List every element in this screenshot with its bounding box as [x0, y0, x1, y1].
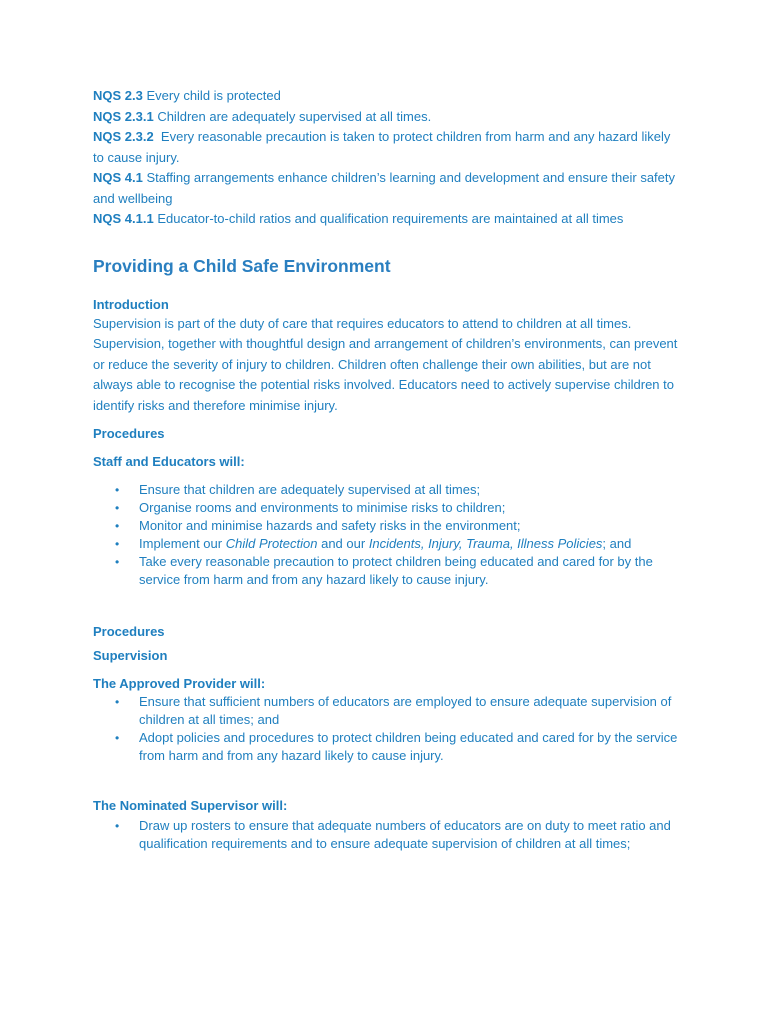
nominated-supervisor-list	[93, 817, 683, 853]
nqs-text: Educator-to-child ratios and qualification requirements are maintained at all times	[153, 211, 624, 226]
nqs-item	[93, 209, 683, 230]
nqs-item	[93, 127, 683, 168]
list-item-text: Monitor and minimise hazards and safety risks in the environment;	[139, 518, 521, 533]
bullet-icon: •	[115, 501, 120, 515]
nqs-text: Children are adequately supervised at all times.	[153, 108, 432, 124]
intro-body: Supervision is part of the duty of care that requires educators to attend to children at all times. Supervision, together with thoughtful design and arrangement of children’s environments, can prevent or reduce the severity of injury to children. Children often challenge their own abilities, but are not always able to recognise the potential risks involved. Educators need to actively supervise children to identify risks and therefore minimise injury.	[93, 315, 678, 413]
nqs-text: Staffing arrangements enhance children’s learning and development and ensure their safety and wellbeing	[93, 170, 676, 206]
nominated-supervisor-heading: The Nominated Supervisor will:	[93, 798, 288, 813]
nqs-code: NQS 2.3	[93, 88, 143, 103]
bullet-icon: •	[115, 519, 120, 533]
page-title: Providing a Child Safe Environment	[93, 255, 391, 276]
bullet-icon: •	[115, 483, 120, 497]
document-page	[93, 86, 683, 853]
list-item	[93, 693, 683, 729]
nqs-item	[93, 86, 683, 107]
procedures-section-staff	[93, 425, 683, 589]
nqs-list	[93, 86, 683, 230]
list-item	[93, 481, 683, 499]
nqs-code: NQS 4.1.1	[93, 211, 154, 226]
list-item-text: Ensure that children are adequately supervised at all times;	[139, 482, 481, 497]
list-item-text: Take every reasonable precaution to protect children being educated and cared for by the service from harm and from any hazard likely to cause injury.	[139, 554, 653, 587]
intro-section	[93, 296, 683, 417]
procedures-heading: Procedures	[93, 426, 165, 441]
nqs-text: Every reasonable precaution is taken to protect children from harm and any hazard likely to cause injury.	[93, 129, 674, 165]
bullet-icon: •	[115, 537, 120, 551]
list-item	[93, 553, 683, 589]
list-item	[93, 517, 683, 535]
supervision-heading: Supervision	[93, 648, 168, 663]
list-item-text: Organise rooms and environments to minimise risks to children;	[139, 500, 506, 515]
list-item-text: Adopt policies and procedures to protect children being educated and cared for by the service from harm and from any hazard likely to cause injury.	[139, 730, 678, 763]
procedures-heading: Procedures	[93, 624, 165, 639]
nqs-item	[93, 168, 683, 209]
list-item	[93, 499, 683, 517]
child-protection-policy-name: Child Protection	[225, 536, 318, 551]
list-item-text: Draw up rosters to ensure that adequate numbers of educators are on duty to meet ratio and qualification requirements and to ensure adequate supervision of children at all times;	[139, 818, 671, 851]
bullet-icon: •	[115, 731, 120, 745]
bullet-icon: •	[115, 555, 120, 569]
procedures-section-supervision	[93, 623, 683, 853]
list-item	[93, 817, 683, 853]
approved-provider-heading: The Approved Provider will:	[93, 676, 266, 691]
staff-heading: Staff and Educators will:	[93, 454, 245, 469]
list-item-text: Ensure that sufficient numbers of educators are employed to ensure adequate supervision of children at all times; and	[139, 694, 672, 727]
list-item	[93, 729, 683, 765]
bullet-icon: •	[115, 819, 120, 833]
implement-post: ; and	[602, 536, 632, 551]
incidents-policy-name: Incidents, Injury, Trauma, Illness Policies	[368, 536, 603, 551]
implement-mid: and our	[317, 536, 369, 551]
list-item	[93, 535, 683, 553]
nqs-item	[93, 107, 683, 128]
nqs-code: NQS 2.3.1	[93, 108, 154, 124]
bullet-icon: •	[115, 695, 120, 709]
nqs-code: NQS 4.1	[93, 170, 143, 185]
nqs-code: NQS 2.3.2	[93, 129, 154, 144]
intro-heading: Introduction	[93, 296, 169, 312]
approved-provider-list	[93, 693, 683, 765]
nqs-text: Every child is protected	[142, 88, 281, 103]
implement-pre: Implement our	[139, 536, 226, 551]
staff-list	[93, 481, 683, 589]
